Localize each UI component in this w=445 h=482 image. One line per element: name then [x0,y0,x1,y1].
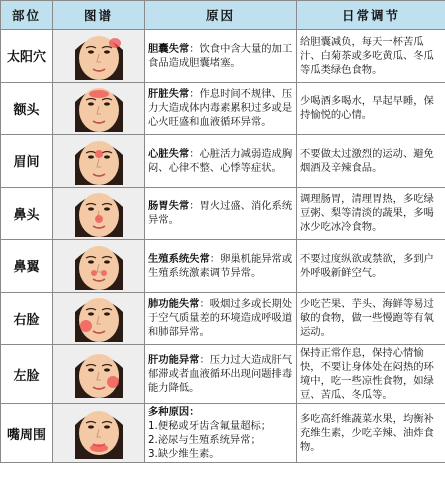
header-care: 日常调节 [297,1,445,30]
face-image [53,345,145,404]
face-portrait-icon [55,407,143,459]
header-part: 部位 [1,1,53,30]
cause-text: ：吸烟过多或长期处于空气质量差的环境造成呼吸道和肺部异常。 [148,298,293,339]
highlight-zone [89,90,109,98]
cause-item: 1.便秘或牙齿含氟量超标； [148,420,272,432]
cause-key: 心脏失常 [148,147,190,160]
cause-key-line [148,405,293,419]
table-row [1,240,445,293]
cause-key: 多种原因 [148,406,190,418]
header-row [1,1,445,30]
cause-key: 肝脏失常 [148,88,190,101]
cause-cell [145,82,297,135]
part-name: 额头 [1,82,53,135]
cause-key: 肠胃失常 [148,200,190,213]
cause-cell [145,30,297,83]
cause-cell [145,404,297,463]
face-portrait-icon [55,350,143,398]
table-row [1,187,445,240]
face-portrait-icon [55,294,143,342]
table-row [1,82,445,135]
cause-key: 肺功能失常 [148,298,200,311]
highlight-zone [90,444,108,452]
face-image [53,187,145,240]
cause-text: ：心脏活力减弱造成胸闷、心律不整、心悸等症状。 [148,147,293,174]
highlight-zone [109,38,121,48]
cause-key: 生殖系统失常 [148,252,210,265]
part-name: 右脸 [1,292,53,345]
table-row [1,292,445,345]
cause-text: ：饮食中含大量的加工食品造成胆囊堵塞。 [148,42,293,69]
care-cell: 少吃芒果、芋头、海鲜等易过敏的食物，做一些慢跑等有氧运动。 [297,292,445,345]
face-portrait-icon [55,32,143,80]
care-cell: 不要过度纵欲或禁欲，多到户外呼吸新鲜空气。 [297,240,445,293]
face-image [53,135,145,188]
highlight-zone [101,270,107,276]
highlight-zone [80,320,92,332]
part-name: 鼻翼 [1,240,53,293]
table-row [1,135,445,188]
cause-colon: ： [189,406,200,418]
face-image [53,240,145,293]
care-cell: 调理肠胃，清理胃热，多吃绿豆粥、梨等清淡的蔬果，多喝冰少吃冰冷食物。 [297,187,445,240]
highlight-zone [95,215,103,223]
face-portrait-icon [55,189,143,237]
care-cell: 保持正常作息，保持心情愉快，不要让身体处在闷热的环境中，吃一些凉性食物，如绿豆、苦瓜、冬瓜等。 [297,345,445,404]
highlight-zone [95,150,103,158]
cause-cell [145,187,297,240]
face-image [53,30,145,83]
cause-text: ：压力过大造成肝气郁滞或者血液循环出现问题排毒能力降低。 [148,354,293,394]
cause-text: ：胃火过盛、消化系统异常。 [148,200,293,227]
table-row [1,345,445,404]
care-cell: 多吃高纤维蔬菜水果，均衡补充维生素，少吃辛辣、油炸食物。 [297,404,445,463]
cause-cell [145,345,297,404]
cause-text: ：作息时间不规律、压力大造成体内毒素累积过多或是心火旺盛和血液循环异常。 [148,88,293,129]
table-row [1,30,445,83]
cause-key: 肝功能异常 [148,354,200,366]
highlight-zone [91,270,97,276]
cause-text: ：卵巢机能异常或生殖系统激素调节异常。 [148,252,293,279]
cause-item: 2.泌尿与生殖系统异常； [148,434,261,446]
face-portrait-icon [55,84,143,132]
table-row [1,404,445,463]
part-name: 眉间 [1,135,53,188]
header-cause: 原因 [145,1,297,30]
cause-cell [145,240,297,293]
cause-cell [145,292,297,345]
part-name: 嘴周围 [1,404,53,463]
care-cell: 给胆囊减负，每天一杯苦瓜汁、白菊茶或多吃黄瓜、冬瓜等瓜类绿色食物。 [297,30,445,83]
care-cell: 少喝酒多喝水，早起早睡，保持愉悦的心情。 [297,82,445,135]
face-portrait-icon [55,137,143,185]
face-portrait-icon [55,242,143,290]
cause-cell [145,135,297,188]
face-image [53,404,145,463]
face-image [53,292,145,345]
part-name: 鼻头 [1,187,53,240]
cause-item: 3.缺少维生素。 [148,448,220,460]
cause-key: 胆囊失常 [148,42,190,55]
part-name: 左脸 [1,345,53,404]
face-image [53,82,145,135]
header-map: 图谱 [53,1,145,30]
part-name: 太阳穴 [1,30,53,83]
care-cell: 不要做太过激烈的运动、避免烟酒及辛辣食品。 [297,135,445,188]
highlight-zone [107,376,119,388]
